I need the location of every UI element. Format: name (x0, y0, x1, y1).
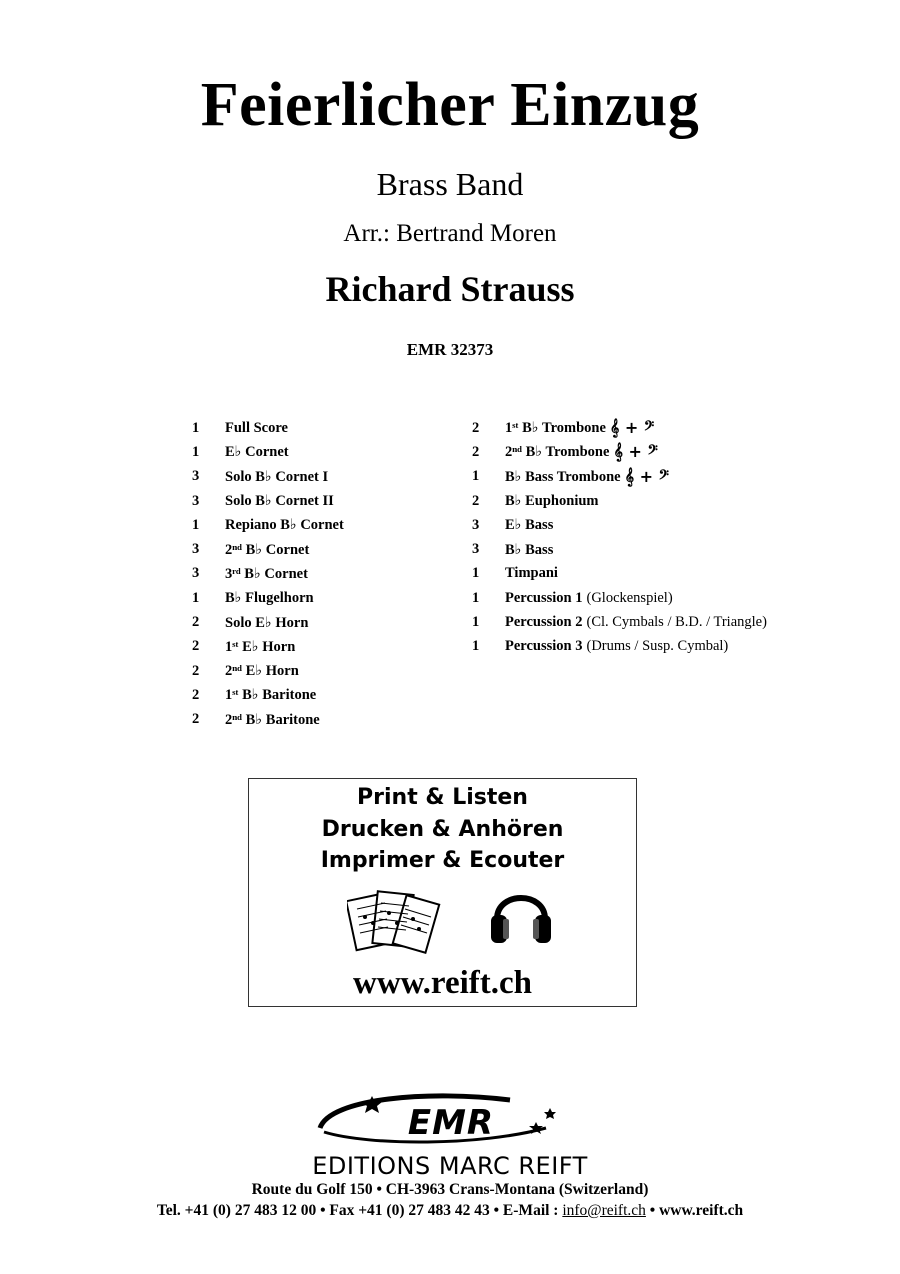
part-row (192, 610, 344, 634)
subtitle: Brass Band (376, 166, 524, 202)
part-quantity: 1 (472, 589, 480, 606)
clef-icons: 𝄞 + 𝄢 (613, 442, 658, 462)
part-name: Full Score (225, 419, 288, 436)
composer: Richard Strauss (325, 269, 575, 309)
part-name: Repiano B♭ Cornet (225, 517, 344, 534)
part-quantity: 3 (472, 516, 480, 533)
part-row (472, 586, 767, 610)
part-row (192, 537, 344, 561)
part-name: Timpani (505, 565, 558, 582)
part-row (192, 513, 344, 537)
part-name: E♭ Cornet (225, 444, 289, 461)
part-name: 3ʳᵈ B♭ Cornet (225, 565, 308, 582)
part-quantity: 1 (472, 614, 480, 631)
part-name: Solo E♭ Horn (225, 614, 309, 631)
part-quantity: 1 (472, 565, 480, 582)
part-quantity: 2 (472, 492, 480, 509)
part-quantity: 3 (192, 468, 200, 485)
clef-icons: 𝄞 + 𝄢 (609, 418, 655, 438)
part-quantity: 3 (192, 541, 200, 558)
part-name: B♭ Euphonium (505, 493, 599, 510)
part-row (472, 610, 767, 634)
part-instruments: (Cl. Cymbals / B.D. / Triangle) (586, 614, 767, 631)
contact-line (0, 1202, 900, 1220)
arranger: Arr.: Bertrand Moren (343, 220, 557, 247)
contact-website[interactable]: • www.reift.ch (645, 1202, 744, 1219)
headphones-icon (489, 879, 553, 949)
part-name: Percussion 3 (505, 638, 583, 655)
contact-phone-fax: Tel. +41 (0) 27 483 12 00 • Fax +41 (0) 27 483 42 43 • E-Mail : (156, 1202, 563, 1219)
email-link[interactable]: info@reift.ch (562, 1202, 646, 1219)
part-name: 2ⁿᵈ B♭ Trombone (505, 444, 610, 461)
publisher-address: Route du Golf 150 • CH-3963 Crans-Montana (Switzerland) (251, 1181, 649, 1198)
part-quantity: 2 (472, 419, 480, 436)
part-quantity: 2 (192, 686, 200, 703)
clef-icons: 𝄞 + 𝄢 (624, 466, 669, 486)
sheet-music-icon (347, 887, 443, 959)
part-name: Solo B♭ Cornet I (225, 468, 329, 485)
part-name: Percussion 1 (505, 589, 583, 606)
part-row (192, 440, 344, 464)
print-listen-box (248, 778, 637, 1007)
part-row (472, 635, 767, 659)
parts-list-right (472, 416, 767, 659)
part-row (192, 683, 344, 707)
part-name: 2ⁿᵈ B♭ Baritone (225, 711, 320, 728)
part-name: B♭ Bass (505, 541, 554, 558)
part-quantity: 1 (192, 419, 200, 436)
catalog-number: EMR 32373 (406, 340, 494, 359)
part-row (472, 562, 767, 586)
part-name: Percussion 2 (505, 614, 583, 631)
logo-mark: EMR (407, 1103, 495, 1143)
part-quantity: 2 (192, 638, 200, 655)
part-name: E♭ Bass (505, 517, 554, 534)
part-instruments: (Glockenspiel) (586, 589, 673, 606)
part-instruments: (Drums / Susp. Cymbal) (586, 638, 729, 655)
part-quantity: 2 (192, 662, 200, 679)
part-quantity: 2 (472, 443, 480, 460)
part-row (472, 465, 767, 489)
part-quantity: 2 (192, 711, 200, 728)
part-row (472, 489, 767, 513)
part-quantity: 1 (192, 589, 200, 606)
part-row (192, 635, 344, 659)
promo-line-3: Imprimer & Ecouter (320, 848, 565, 873)
part-quantity: 1 (472, 468, 480, 485)
part-name: 2ⁿᵈ B♭ Cornet (225, 541, 310, 558)
part-quantity: 3 (192, 492, 200, 509)
part-row (192, 562, 344, 586)
promo-line-2: Drucken & Anhören (321, 817, 564, 842)
parts-list-left (192, 416, 344, 732)
part-name: 1ˢᵗ B♭ Trombone (505, 420, 606, 437)
part-row (192, 489, 344, 513)
part-row (192, 708, 344, 732)
website-url[interactable]: www.reift.ch (352, 965, 533, 1001)
part-row (192, 586, 344, 610)
part-row (472, 440, 767, 464)
part-name: 1ˢᵗ B♭ Baritone (225, 687, 317, 704)
part-row (192, 465, 344, 489)
part-name: 2ⁿᵈ E♭ Horn (225, 663, 299, 680)
part-name: Solo B♭ Cornet II (225, 493, 334, 510)
promo-line-1: Print & Listen (357, 785, 528, 810)
part-quantity: 3 (472, 541, 480, 558)
part-name: 1ˢᵗ E♭ Horn (225, 638, 296, 655)
part-quantity: 1 (192, 443, 200, 460)
part-row (192, 659, 344, 683)
part-row (472, 513, 767, 537)
publisher-name: EDITIONS MARC REIFT (312, 1152, 588, 1180)
part-row (472, 416, 767, 440)
part-name: B♭ Bass Trombone (505, 468, 621, 485)
part-quantity: 1 (472, 638, 480, 655)
part-row (192, 416, 344, 440)
part-quantity: 2 (192, 614, 200, 631)
page-title: Feierlicher Einzug (200, 71, 700, 139)
part-name: B♭ Flugelhorn (225, 590, 314, 607)
part-row (472, 537, 767, 561)
part-quantity: 1 (192, 516, 200, 533)
part-quantity: 3 (192, 565, 200, 582)
